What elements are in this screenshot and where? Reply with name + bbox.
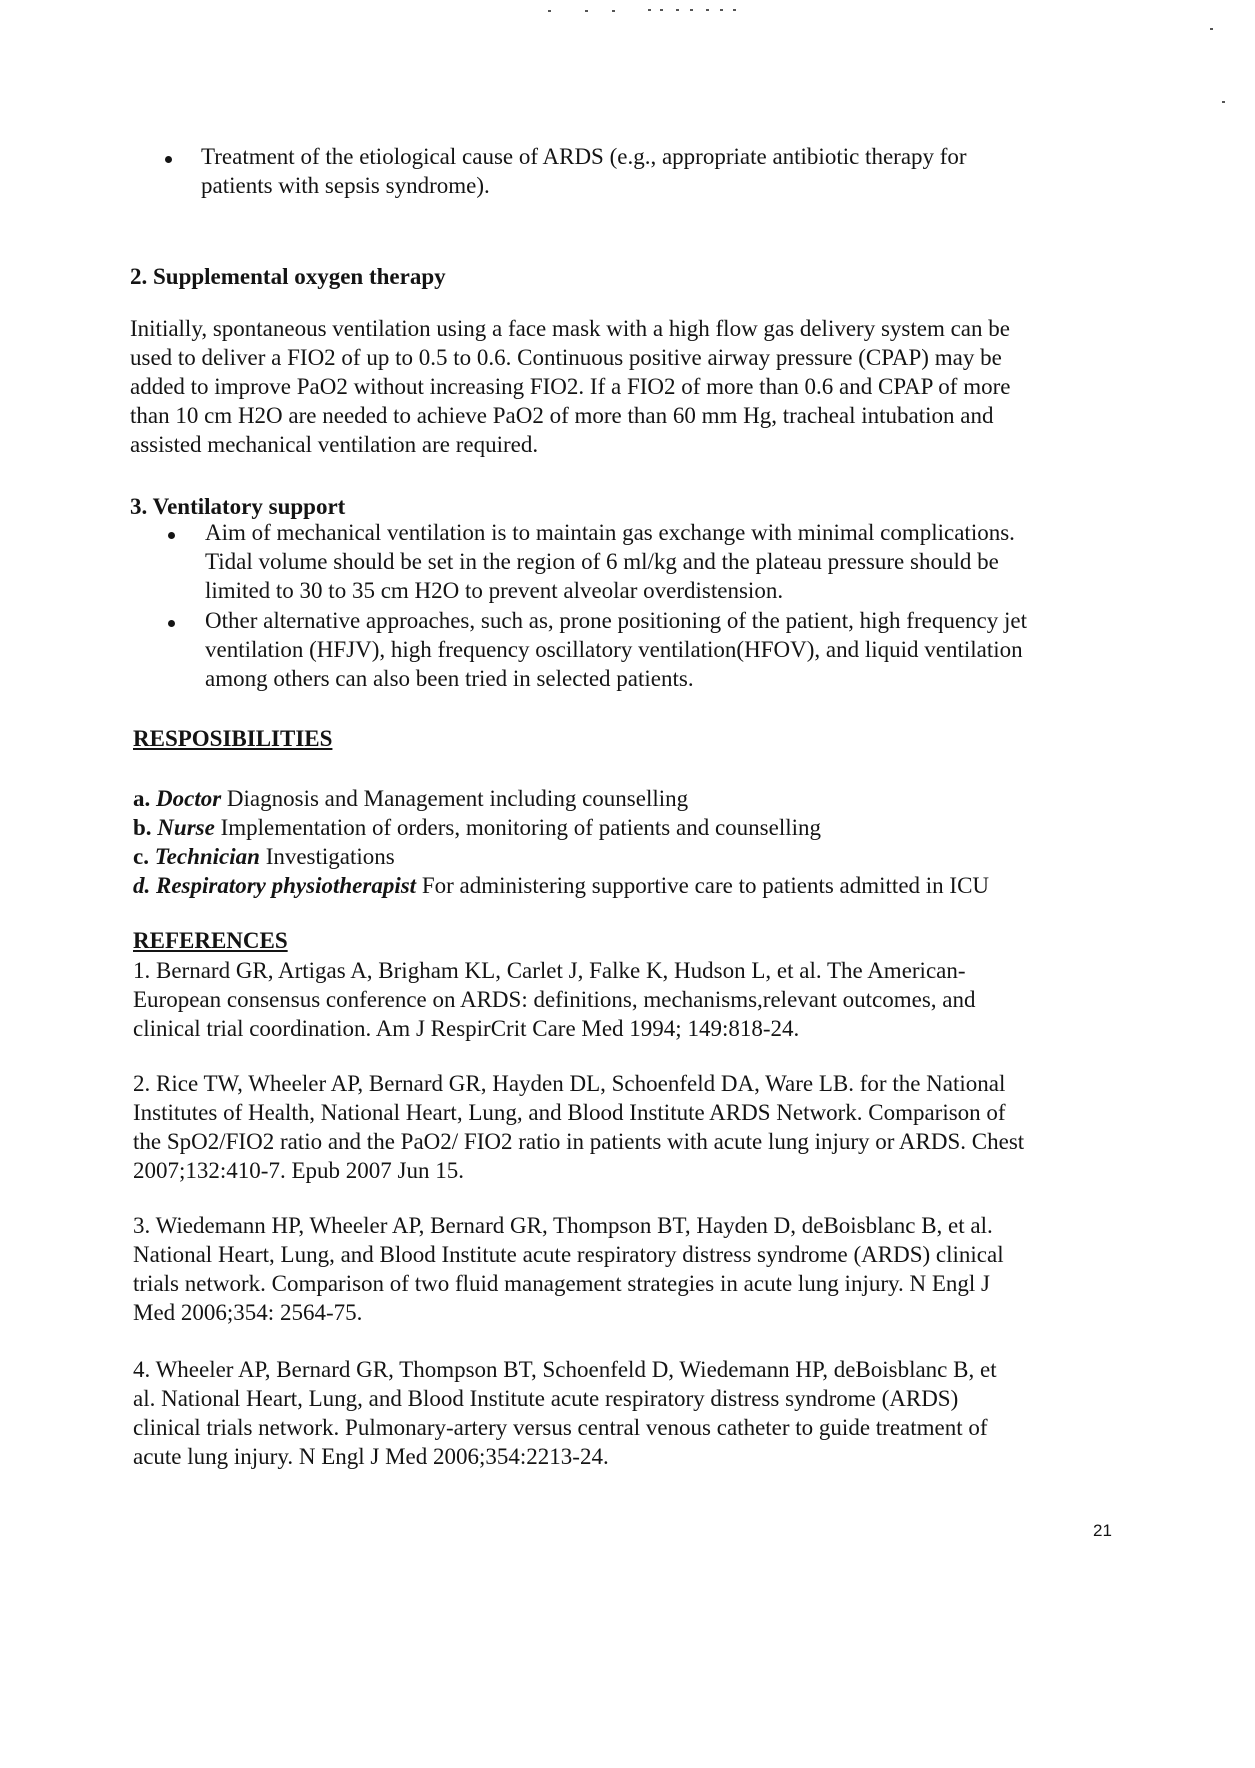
role-description: Implementation of orders, monitoring of patients and counselling: [220, 815, 821, 840]
bullet-text: [205, 518, 1015, 605]
section-heading: 2. Supplemental oxygen therapy: [130, 264, 446, 289]
reference-entry: [133, 1211, 1004, 1327]
reference-entry: [133, 1069, 1024, 1185]
item-prefix: c.: [133, 844, 149, 869]
text-line: Treatment of the etiological cause of ARDS (e.g., appropriate antibiotic therapy for: [201, 144, 967, 169]
role-description: Investigations: [265, 844, 395, 869]
item-prefix: a.: [133, 786, 151, 811]
text-line: Initially, spontaneous ventilation using a face mask with a high flow gas delivery system can be: [130, 316, 1010, 341]
text-line: 1. Bernard GR, Artigas A, Brigham KL, Carlet J, Falke K, Hudson L, et al. The American-: [133, 958, 966, 983]
text-line: al. National Heart, Lung, and Blood Institute acute respiratory distress syndrome (ARDS): [133, 1386, 959, 1411]
role-description: For administering supportive care to patients admitted in ICU: [421, 873, 990, 898]
reference-entry: [133, 956, 975, 1043]
role-label: Nurse: [157, 815, 215, 840]
text-line: acute lung injury. N Engl J Med 2006;354:2213-24.: [133, 1444, 609, 1469]
text-line: 3. Wiedemann HP, Wheeler AP, Bernard GR, Thompson BT, Hayden D, deBoisblanc B, et al.: [133, 1213, 993, 1238]
text-line: patients with sepsis syndrome).: [201, 173, 490, 198]
text-line: Tidal volume should be set in the region of 6 ml/kg and the plateau pressure should be: [205, 549, 999, 574]
role-description: Diagnosis and Management including counselling: [226, 786, 689, 811]
text-line: ventilation (HFJV), high frequency oscillatory ventilation(HFOV), and liquid ventilation: [205, 637, 1023, 662]
role-label: Respiratory physiotherapist: [156, 873, 417, 898]
role-label: Technician: [154, 844, 260, 869]
text-line: 4. Wheeler AP, Bernard GR, Thompson BT, Schoenfeld D, Wiedemann HP, deBoisblanc B, et: [133, 1357, 997, 1382]
text-line: clinical trial coordination. Am J RespirCrit Care Med 1994; 149:818-24.: [133, 1016, 800, 1041]
role-label: Doctor: [156, 786, 222, 811]
page-number: 21: [1093, 1521, 1112, 1540]
text-line: than 10 cm H2O are needed to achieve PaO2 of more than 60 mm Hg, tracheal intubation and: [130, 403, 994, 428]
text-line: the SpO2/FIO2 ratio and the PaO2/ FIO2 ratio in patients with acute lung injury or ARDS. Chest: [133, 1129, 1025, 1154]
text-line: among others can also been tried in selected patients.: [205, 666, 694, 691]
section-heading: 3. Ventilatory support: [130, 494, 346, 519]
text-line: 2007;132:410-7. Epub 2007 Jun 15.: [133, 1158, 464, 1183]
section-paragraph: [130, 314, 1010, 459]
text-line: European consensus conference on ARDS: definitions, mechanisms,relevant outcomes, and: [133, 987, 976, 1012]
list-item: [133, 842, 989, 871]
responsibilities-list: [133, 784, 989, 900]
list-item: [133, 784, 989, 813]
text-line: used to deliver a FIO2 of up to 0.5 to 0.6. Continuous positive airway pressure (CPAP) may be: [130, 345, 1002, 370]
text-line: limited to 30 to 35 cm H2O to prevent alveolar overdistension.: [205, 578, 784, 603]
top-bullet-text: [201, 142, 967, 200]
text-line: Other alternative approaches, such as, prone positioning of the patient, high frequency jet: [205, 608, 1027, 633]
item-prefix: d.: [133, 873, 151, 898]
bullet-icon: [168, 620, 175, 627]
bullet-icon: [165, 156, 172, 163]
text-line: trials network. Comparison of two fluid management strategies in acute lung injury. N Engl J: [133, 1271, 990, 1296]
text-line: added to improve PaO2 without increasing FIO2. If a FIO2 of more than 0.6 and CPAP of more: [130, 374, 1011, 399]
list-item: [133, 813, 989, 842]
text-line: clinical trials network. Pulmonary-artery versus central venous catheter to guide treatment of: [133, 1415, 988, 1440]
text-line: Institutes of Health, National Heart, Lung, and Blood Institute ARDS Network. Comparison of: [133, 1100, 1006, 1125]
references-heading: REFERENCES: [133, 928, 288, 953]
text-line: Med 2006;354: 2564-75.: [133, 1300, 363, 1325]
bullet-text: [205, 606, 1027, 693]
reference-entry: [133, 1355, 997, 1471]
item-prefix: b.: [133, 815, 152, 840]
text-line: National Heart, Lung, and Blood Institute acute respiratory distress syndrome (ARDS) clinical: [133, 1242, 1004, 1267]
list-item: [133, 871, 989, 900]
text-line: Aim of mechanical ventilation is to maintain gas exchange with minimal complications.: [205, 520, 1015, 545]
responsibilities-heading: RESPOSIBILITIES: [133, 726, 333, 751]
text-line: assisted mechanical ventilation are required.: [130, 432, 539, 457]
text-line: 2. Rice TW, Wheeler AP, Bernard GR, Hayden DL, Schoenfeld DA, Ware LB. for the National: [133, 1071, 1006, 1096]
bullet-icon: [168, 532, 175, 539]
